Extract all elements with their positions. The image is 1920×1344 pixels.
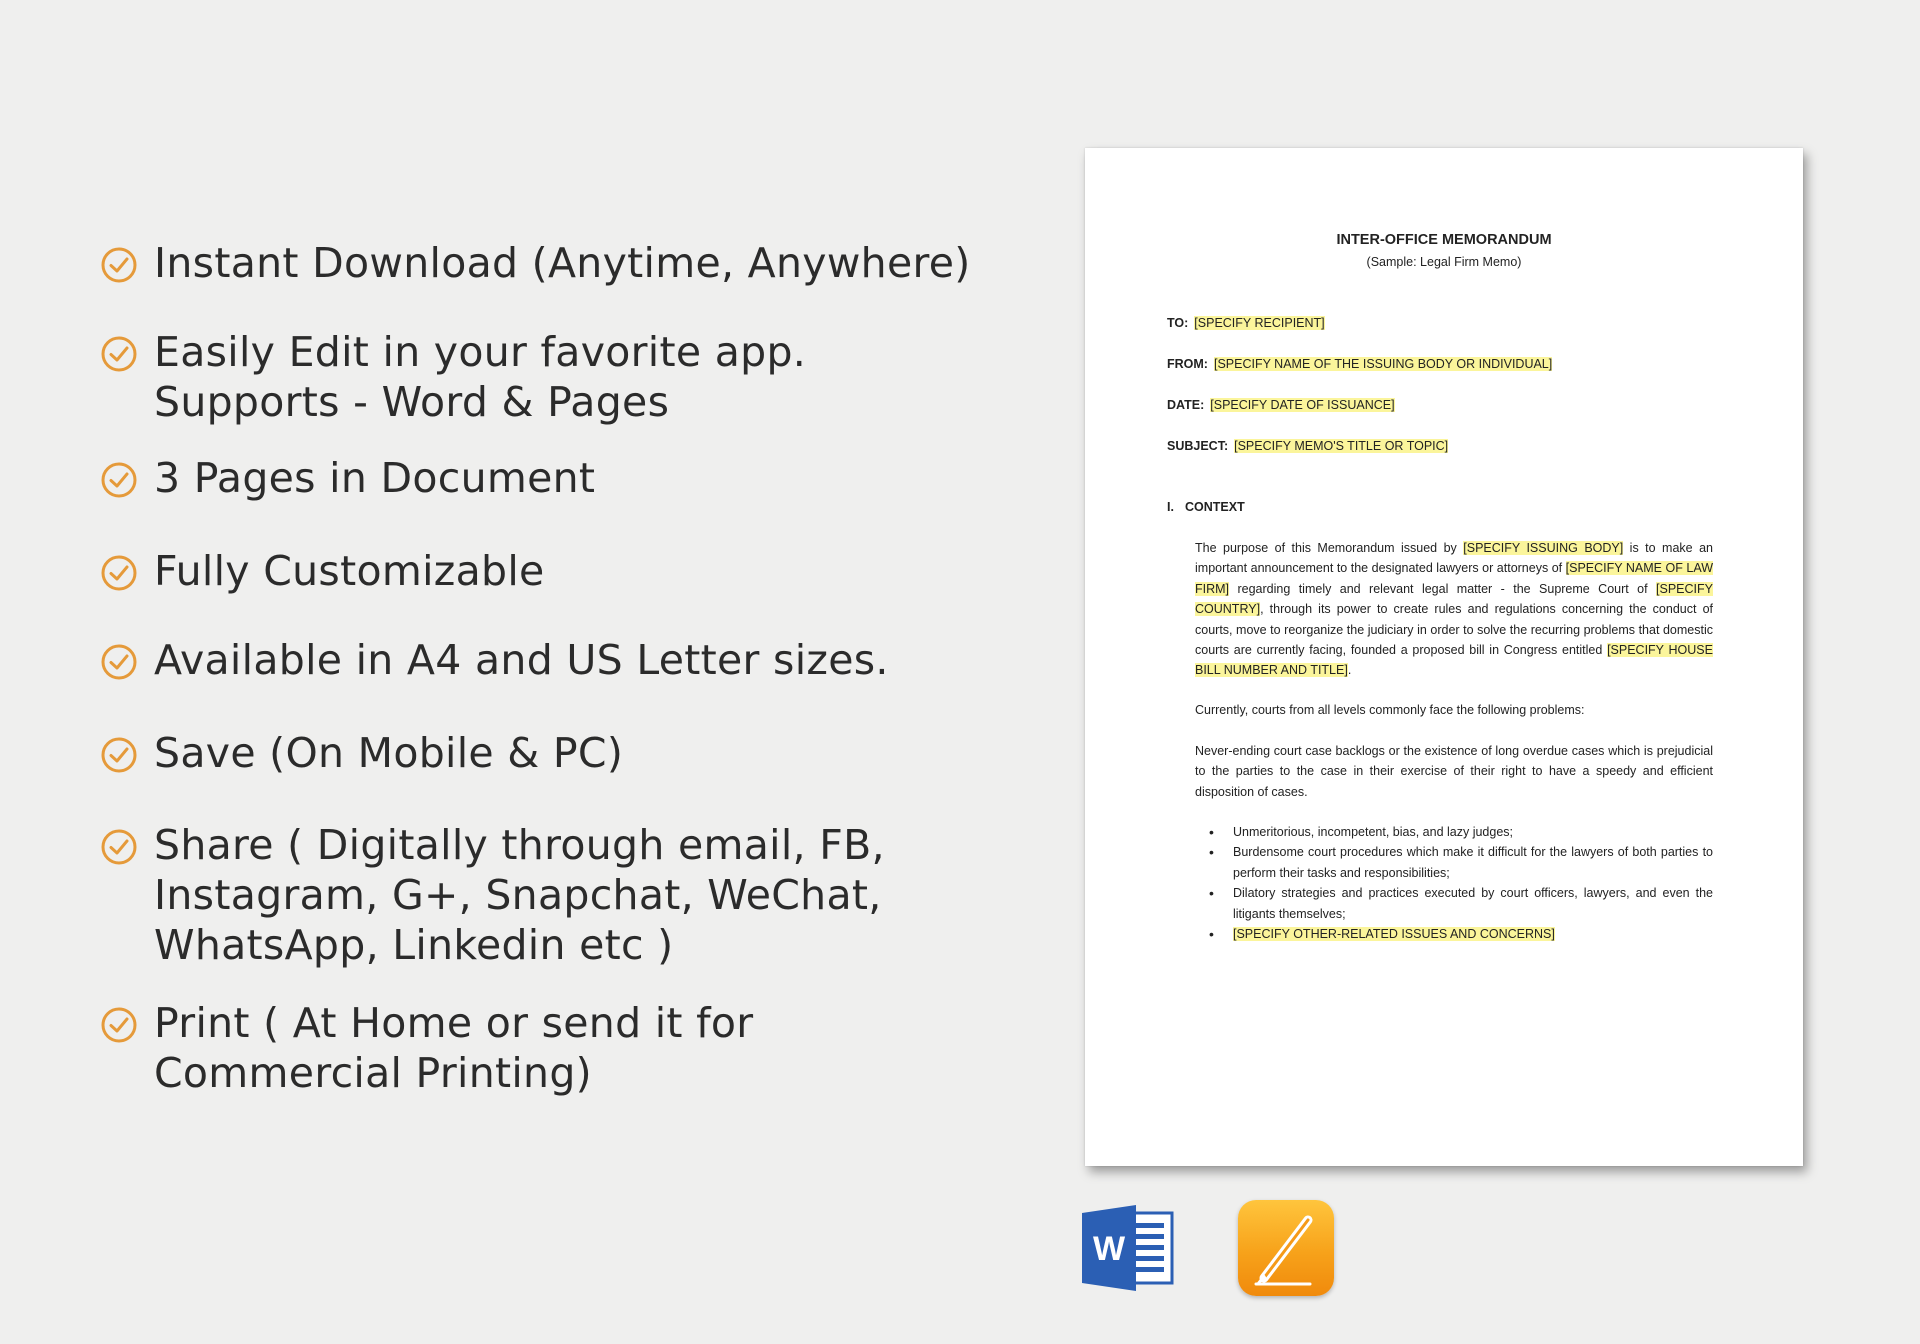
para-text: . — [1347, 663, 1352, 678]
subject-label: SUBJECT: — [1167, 439, 1229, 453]
feature-text: Instant Download (Anytime, Anywhere) — [154, 239, 971, 287]
list-item-highlight: [SPECIFY OTHER-RELATED ISSUES AND CONCERNS] — [1233, 927, 1555, 942]
feature-text: Share ( Digitally through email, FB, Instagram, G+, Snapchat, WeChat, WhatsApp, Linkedin etc ) — [154, 821, 885, 969]
list-item: • Dilatory strategies and practices executed by court officers, lawyers, and even the litigants themselves; — [1195, 883, 1713, 924]
check-circle-icon — [100, 643, 138, 681]
para-highlight: [SPECIFY NAME OF LAW FIRM] — [1195, 561, 1714, 596]
feature-text: Fully Customizable — [154, 547, 545, 595]
para-highlight: [SPECIFY COUNTRY] — [1195, 581, 1713, 617]
check-circle-icon — [100, 335, 138, 373]
subject-field — [1167, 439, 1448, 453]
microsoft-word-icon[interactable] — [1080, 1205, 1176, 1291]
problem-list — [1195, 822, 1713, 944]
date-label: DATE: — [1167, 398, 1205, 412]
feature-item — [100, 453, 595, 503]
feature-text: Easily Edit in your favorite app. Supports - Word & Pages — [154, 328, 807, 426]
feature-text: 3 Pages in Document — [154, 454, 596, 502]
list-item: • Burdensome court procedures which make it difficult for the lawyers of both parties to perform their tasks and responsibilities; — [1195, 842, 1713, 883]
list-item — [1195, 924, 1713, 944]
section-title: CONTEXT — [1185, 500, 1245, 514]
from-field — [1167, 357, 1552, 371]
to-value: [SPECIFY RECIPIENT] — [1194, 316, 1325, 330]
from-value: [SPECIFY NAME OF THE ISSUING BODY OR INDIVIDUAL] — [1213, 357, 1553, 371]
para-highlight: [SPECIFY ISSUING BODY] — [1463, 541, 1624, 555]
para-text: regarding timely and relevant legal matter - the Supreme Court of — [1229, 581, 1657, 596]
from-label: FROM: — [1167, 357, 1208, 371]
list-item: • Unmeritorious, incompetent, bias, and lazy judges; — [1195, 822, 1713, 842]
feature-item — [100, 998, 753, 1098]
svg-text:W: W — [1092, 1230, 1126, 1268]
feature-item — [100, 546, 545, 596]
document-preview — [1085, 148, 1803, 1166]
subject-value: [SPECIFY MEMO'S TITLE OR TOPIC] — [1234, 439, 1449, 453]
check-circle-icon — [100, 461, 138, 499]
section-heading — [1167, 500, 1245, 514]
feature-item — [100, 820, 885, 970]
context-paragraph — [1195, 538, 1713, 681]
backlog-paragraph: Never-ending court case backlogs or the existence of long overdue cases which is prejudicial to the parties to the case in their exercise of their right to have a speedy and efficient disposition of cases. — [1195, 744, 1713, 799]
para-text: , through its power to create rules and regulations concerning the conduct of courts, move to reorganize the judiciary in order to solve the recurring problems that domestic courts are currently facing, founded a proposed bill in Congress entitled — [1195, 602, 1713, 658]
para-highlight: [SPECIFY HOUSE BILL NUMBER AND TITLE] — [1195, 643, 1713, 678]
check-circle-icon — [100, 828, 138, 866]
check-circle-icon — [100, 554, 138, 592]
document-subtitle: (Sample: Legal Firm Memo) — [1366, 255, 1522, 269]
problems-intro: Currently, courts from all levels commonly face the following problems: — [1195, 703, 1585, 717]
check-circle-icon — [100, 1006, 138, 1044]
pen-icon — [1238, 1200, 1334, 1296]
document-page — [1085, 148, 1803, 1166]
feature-text: Save (On Mobile & PC) — [154, 729, 624, 777]
check-circle-icon — [100, 246, 138, 284]
to-label: TO: — [1167, 316, 1189, 330]
feature-item — [100, 728, 623, 778]
date-value: [SPECIFY DATE OF ISSUANCE] — [1210, 398, 1395, 412]
feature-item — [100, 238, 971, 288]
section-number: I. — [1167, 500, 1174, 514]
para-text: is to make an important announcement to the designated lawyers or attorneys of — [1195, 541, 1713, 576]
check-circle-icon — [100, 736, 138, 774]
feature-text: Available in A4 and US Letter sizes. — [154, 636, 889, 684]
feature-item — [100, 635, 889, 685]
to-field — [1167, 316, 1325, 330]
document-title: INTER-OFFICE MEMORANDUM — [1336, 232, 1552, 248]
date-field — [1167, 398, 1395, 412]
feature-text: Print ( At Home or send it for Commercial Printing) — [154, 999, 754, 1097]
para-text: The purpose of this Memorandum issued by — [1195, 541, 1464, 555]
feature-item — [100, 327, 806, 427]
apple-pages-icon[interactable] — [1238, 1200, 1334, 1296]
